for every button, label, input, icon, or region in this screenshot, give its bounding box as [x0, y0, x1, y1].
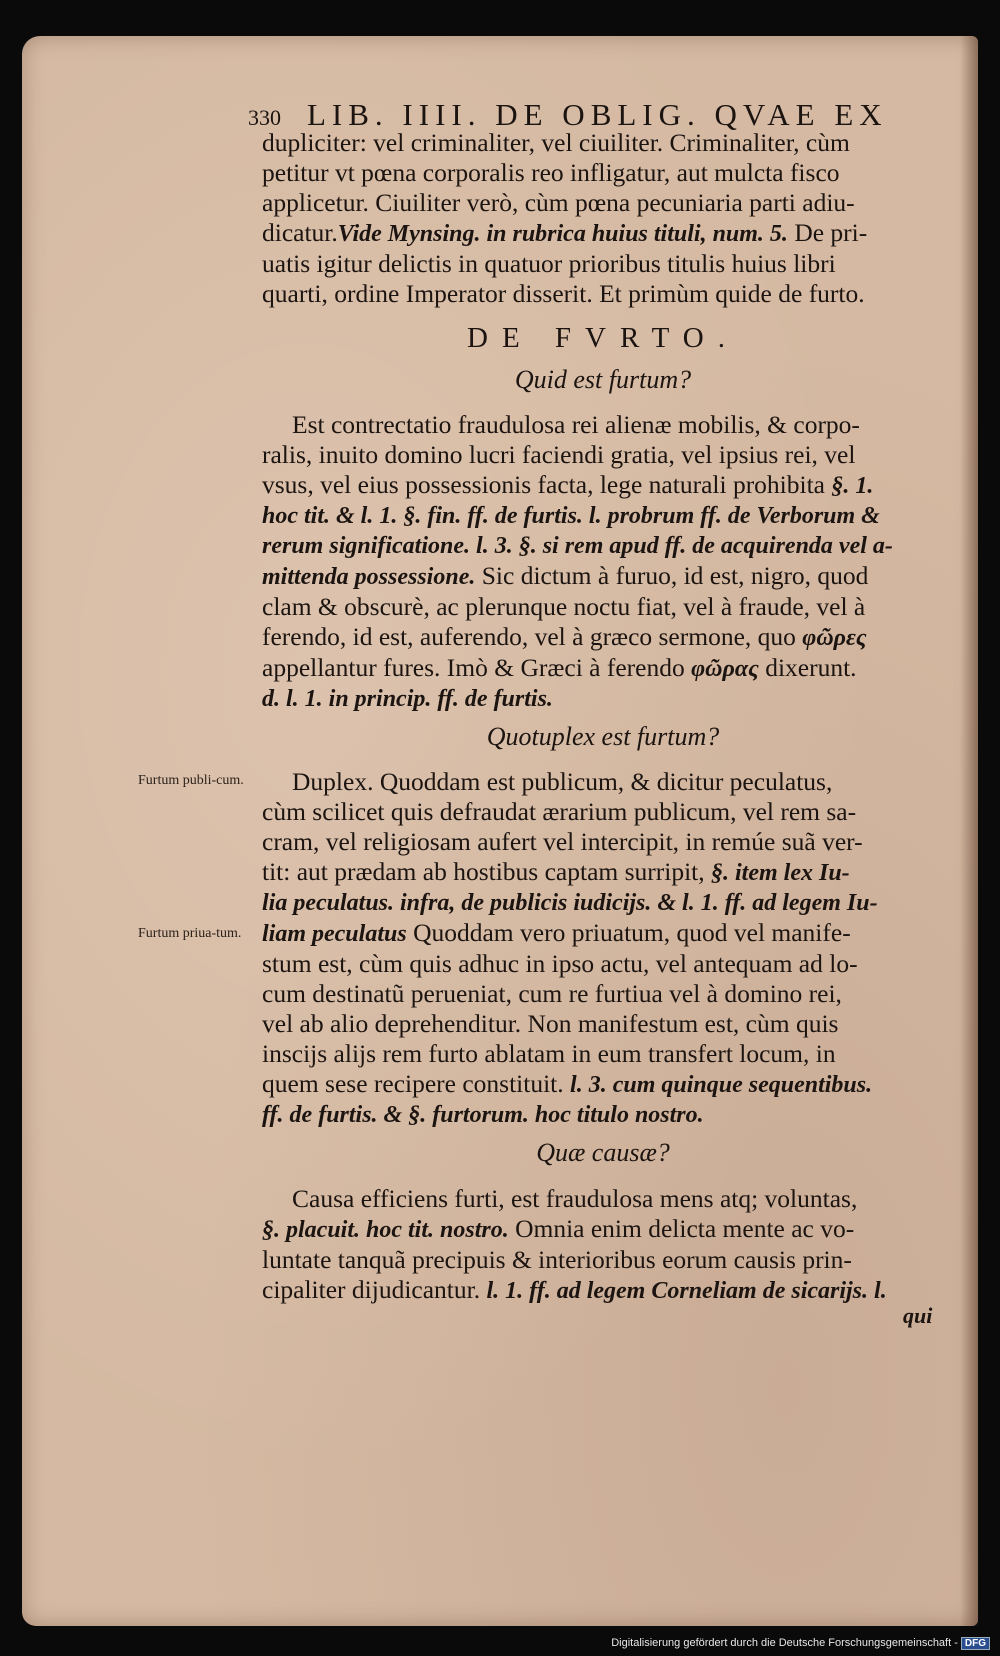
text-line: ralis, inuito domino lucri faciendi gratia, vel ipsius rei, vel — [262, 440, 856, 469]
greek-word: φῶρες — [802, 625, 867, 651]
citation: l. 1. ff. ad legem Corneliam de sicarijs. l. — [486, 1278, 887, 1304]
text-line: inscijs alijs rem furto ablatam in eum transfert locum, in — [262, 1039, 836, 1068]
digitization-footer — [611, 1637, 990, 1650]
citation-line: ff. de furtis. & §. furtorum. hoc titulo nostro. — [262, 1102, 704, 1128]
citation: §. placuit. hoc tit. nostro. — [262, 1217, 509, 1243]
citation: §. item lex Iu- — [711, 860, 850, 886]
question-heading: Quid est furtum? — [514, 365, 692, 394]
paragraph-types — [262, 767, 944, 1130]
text-segment: Omnia enim delicta mente ac vo- — [508, 1214, 855, 1243]
text-line — [262, 218, 944, 249]
margin-note: Furtum priua-tum. — [138, 926, 242, 941]
citation: l. 3. cum quinque sequentibus. — [570, 1072, 873, 1098]
text-line — [262, 622, 944, 653]
text-line: vel ab alio deprehenditur. Non manifestum est, cùm quis — [262, 1009, 839, 1038]
text-line: clam & obscurè, ac plerunque noctu fiat, vel à fraude, vel à — [262, 592, 866, 621]
question-heading: Quotuplex est furtum? — [486, 722, 720, 751]
text-line — [262, 918, 944, 949]
text-line — [262, 470, 944, 501]
text-segment: De pri- — [787, 218, 868, 247]
footer-text: Digitalisierung gefördert durch die Deutsche Forschungsgemeinschaft - — [611, 1637, 958, 1649]
text-segment: dixerunt. — [758, 653, 857, 682]
text-line: Causa efficiens furti, est fraudulosa mens atq; voluntas, — [292, 1184, 858, 1213]
text-line: cram, vel religiosam aufert vel intercipit, in remúe suã ver- — [262, 827, 863, 856]
text-segment: ferendo, id est, auferendo, vel à græco sermone, quo — [262, 622, 803, 651]
running-title: LIB. IIII. DE OBLIG. QVAE EX — [307, 97, 888, 132]
paragraph-causes — [262, 1184, 944, 1306]
paragraph-intro — [262, 128, 944, 309]
citation: §. 1. — [831, 473, 874, 499]
text-line — [262, 1069, 944, 1100]
dfg-logo: DFG — [961, 1637, 990, 1650]
text-line: dupliciter: vel criminaliter, vel ciuiliter. Criminaliter, cùm — [262, 128, 850, 157]
text-line: luntate tanquã precipuis & interioribus eorum causis prin- — [262, 1245, 852, 1274]
citation-line: d. l. 1. in princip. ff. de furtis. — [262, 686, 553, 712]
text-line — [262, 1275, 944, 1306]
text-line — [262, 1214, 944, 1245]
citation: Vide Mynsing. in rubrica huius tituli, num. 5. — [337, 221, 788, 247]
page-edge-shadow — [960, 36, 978, 1626]
page-number: 330 — [248, 105, 281, 130]
catchword: qui — [903, 1303, 933, 1328]
text-line: petitur vt pœna corporalis reo infligatur, aut mulcta fisco — [262, 158, 840, 187]
margin-note: Furtum publi-cum. — [138, 773, 244, 788]
text-segment: vsus, vel eius possessionis facta, lege naturali prohibita — [262, 470, 832, 499]
text-line: cùm scilicet quis defraudat ærarium publicum, vel rem sa- — [262, 797, 857, 826]
text-line: applicetur. Ciuiliter verò, cùm pœna pecuniaria parti adiu- — [262, 188, 855, 217]
paragraph-definition — [262, 410, 944, 714]
text-segment: Quoddam vero priuatum, quod vel manife- — [406, 918, 851, 947]
text-segment: dicatur. — [262, 218, 338, 247]
text-line: quarti, ordine Imperator disserit. Et primùm quide de furto. — [262, 279, 865, 308]
text-segment: Sic dictum à furuo, id est, nigro, quod — [475, 561, 869, 590]
citation: mittenda possessione. — [262, 564, 476, 590]
citation: liam peculatus — [262, 921, 407, 947]
text-segment: appellantur fures. Imò & Græci à ferendo — [262, 653, 692, 682]
text-line: stum est, cùm quis adhuc in ipso actu, vel antequam ad lo- — [262, 949, 858, 978]
section-title: DE FVRTO. — [467, 322, 739, 354]
text-line: Est contrectatio fraudulosa rei alienæ mobilis, & corpo- — [292, 410, 860, 439]
text-line — [262, 561, 944, 592]
text-line — [262, 857, 944, 888]
citation-line: lia peculatus. infra, de publicis iudicijs. & l. 1. ff. ad legem Iu- — [262, 890, 878, 916]
text-line: cum destinatũ perueniat, cum re furtiua vel à domino rei, — [262, 979, 842, 1008]
question-heading: Quæ causæ? — [536, 1138, 670, 1167]
text-segment: quem sese recipere constituit. — [262, 1069, 571, 1098]
citation-line: rerum significatione. l. 3. §. si rem apud ff. de acquirenda vel a- — [262, 533, 893, 559]
text-line: uatis igitur delictis in quatuor prioribus titulis huius libri — [262, 249, 836, 278]
text-line — [262, 653, 944, 684]
text-line: Duplex. Quoddam est publicum, & dicitur peculatus, — [292, 767, 833, 796]
greek-word: φῶρας — [691, 656, 759, 682]
text-segment: tit: aut prædam ab hostibus captam surripit, — [262, 857, 712, 886]
text-segment: cipaliter dijudicantur. — [262, 1275, 487, 1304]
citation-line: hoc tit. & l. 1. §. fin. ff. de furtis. l. probrum ff. de Verborum & — [262, 503, 880, 529]
